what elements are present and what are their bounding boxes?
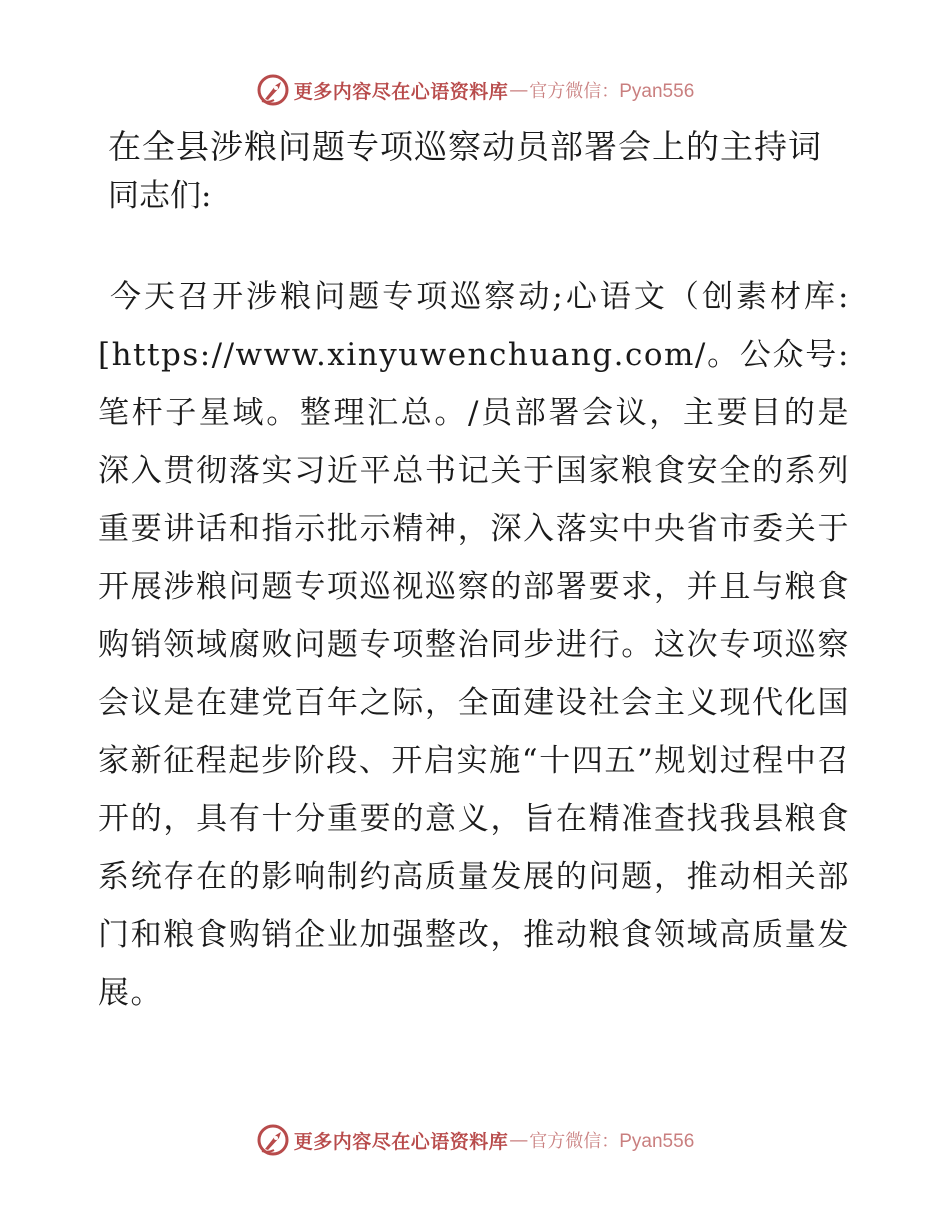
document-title: 在全县涉粮问题专项巡察动员部署会上的主持词 xyxy=(108,127,822,166)
watermark-sub-text xyxy=(529,1127,694,1153)
watermark-sub-text xyxy=(529,77,694,103)
watermark-wechat-id: Pyan556 xyxy=(619,1131,695,1152)
watermark-dash: — xyxy=(509,1129,529,1151)
watermark-main-text: 更多内容尽在心语资料库 xyxy=(293,80,509,103)
document-paragraph: 今天召开涉粮问题专项巡察动;心语文（创素材库: [https://www.xinyuwenchuang.com/。公众号: 笔杆子星域。整理汇总。/员部署会议，主要目的是深入贯彻落实习近平总书记关于国家粮食安全的系列重要讲话和指示批示精神，深入落实中央省市委关于开展涉粮问题专项巡视巡察的部署要求，并且与粮食购销领域腐败问题专项整治同步进行。这次专项巡察会议是在建党百年之际，全面建设社会主义现代化国家新征程起步阶段、开启实施“十四五”规划过程中召开的，具有十分重要的意义，旨在精准查找我县粮食系统存在的影响制约高质量发展的问题，推动相关部门和粮食购销企业加强整改，推动粮食领域高质量发展。 xyxy=(98,279,850,1011)
pen-nib-logo-icon xyxy=(256,73,290,107)
watermark-main-text: 更多内容尽在心语资料库 xyxy=(293,1130,509,1153)
header-watermark-banner xyxy=(0,70,950,110)
pen-nib-logo-icon xyxy=(256,1123,290,1157)
watermark-dash: — xyxy=(509,79,529,101)
watermark-wechat-label: 官方微信： xyxy=(529,81,620,102)
document-greeting: 同志们: xyxy=(108,178,212,214)
watermark-wechat-id: Pyan556 xyxy=(619,81,695,102)
watermark-wechat-label: 官方微信： xyxy=(529,1131,620,1152)
footer-watermark-banner xyxy=(0,1120,950,1160)
